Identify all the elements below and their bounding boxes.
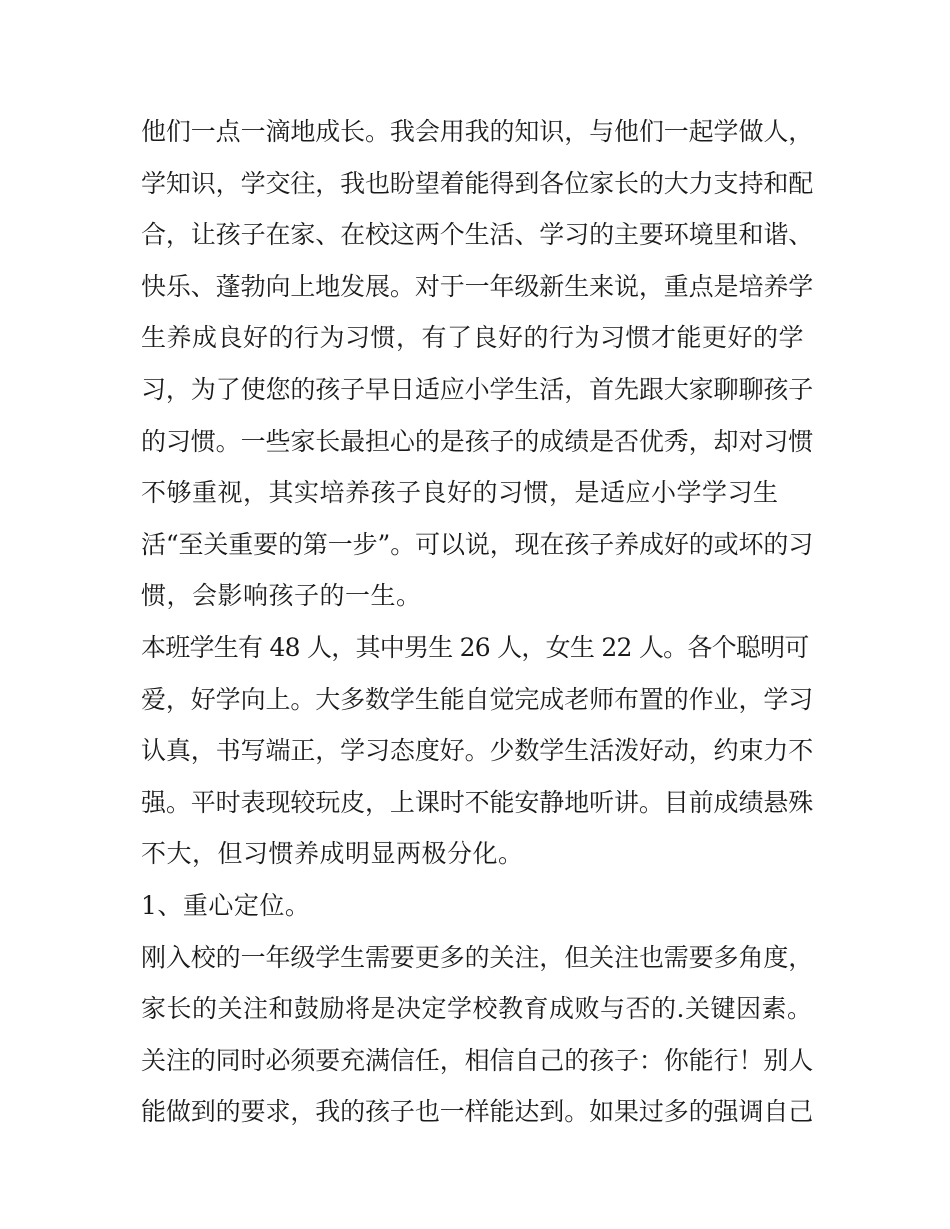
text-line: 快乐、蓬勃向上地发展。对于一年级新生来说，重点是培养学	[141, 271, 813, 301]
text-line: 不够重视，其实培养孩子良好的习惯，是适应小学学习生	[141, 478, 779, 508]
text-line: 他们一点一滴地成长。我会用我的知识，与他们一起学做人，	[141, 117, 813, 146]
text-line: 强。平时表现较玩皮，上课时不能安静地听讲。目前成绩悬殊	[141, 787, 813, 817]
text-line: 刚入校的一年级学生需要更多的关注，但关注也需要多角度，	[141, 942, 813, 972]
text-line: 活“至关重要的第一步”。可以说，现在孩子养成好的或坏的习	[141, 529, 813, 559]
text-line: 惯，会影响孩子的一生。	[141, 581, 422, 611]
text-line: 本班学生有 48 人，其中男生 26 人，女生 22 人。各个聪明可	[141, 632, 809, 662]
text-line: 学知识，学交往，我也盼望着能得到各位家长的大力支持和配	[141, 168, 813, 198]
text-line: 习，为了使您的孩子早日适应小学生活，首先跟大家聊聊孩子	[141, 374, 813, 404]
text-line: 的习惯。一些家长最担心的是孩子的成绩是否优秀，却对习惯	[141, 426, 813, 456]
text-line: 关注的同时必须要充满信任，相信自己的孩子：你能行！别人	[141, 1045, 813, 1075]
text-line: 合，让孩子在家、在校这两个生活、学习的主要环境里和谐、	[141, 220, 813, 250]
text-line: 不大，但习惯养成明显两极分化。	[141, 839, 524, 869]
text-line: 家长的关注和鼓励将是决定学校教育成败与否的.关键因素。	[141, 994, 813, 1024]
text-line: 爱，好学向上。大多数学生能自觉完成老师布置的作业，学习	[141, 684, 813, 714]
document-body	[141, 106, 813, 1138]
text-line: 生养成良好的行为习惯，有了良好的行为习惯才能更好的学	[141, 323, 805, 353]
text-line: 能做到的要求，我的孩子也一样能达到。如果过多的强调自己	[141, 1097, 813, 1127]
section-heading: 1、重心定位。	[141, 890, 311, 920]
text-line: 认真，书写端正，学习态度好。少数学生活泼好动，约束力不	[141, 736, 813, 766]
